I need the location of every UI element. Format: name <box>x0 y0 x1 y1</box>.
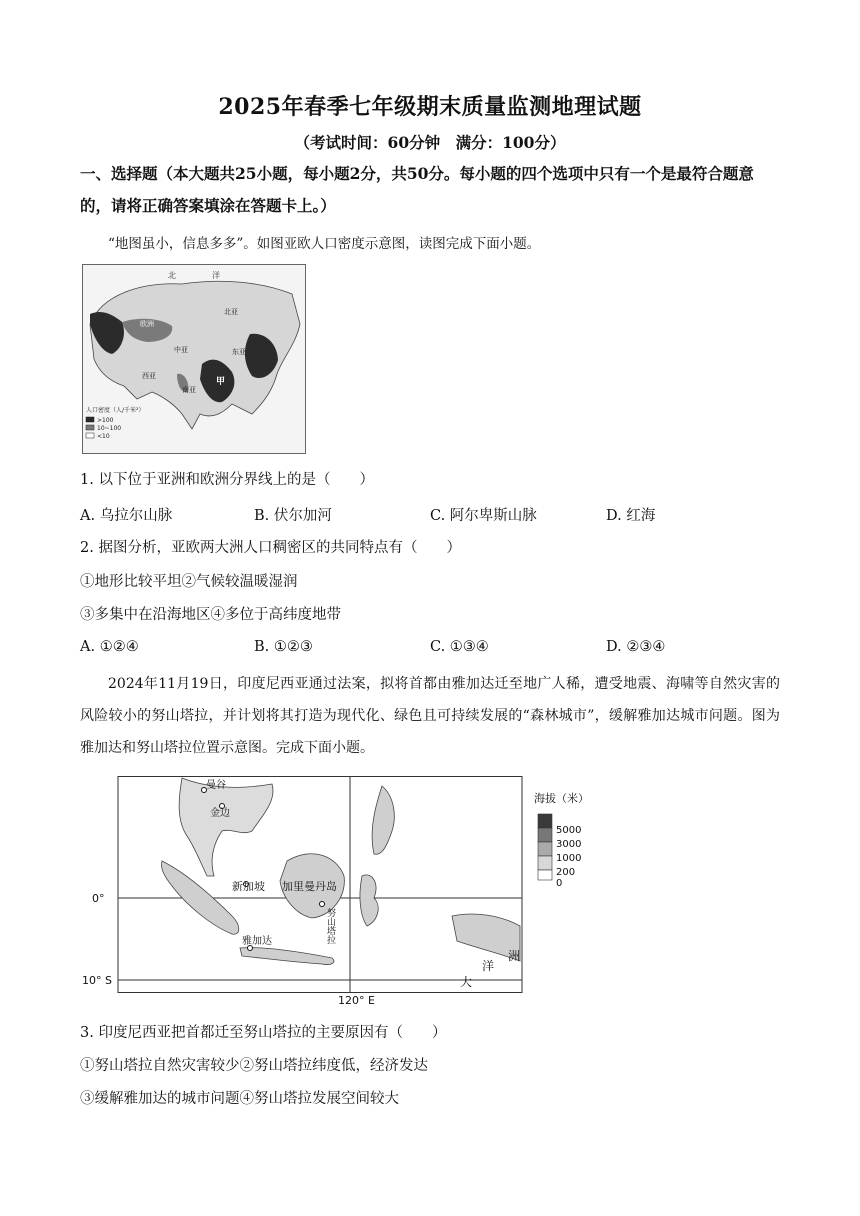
map2-lat0-label: 0° <box>92 892 105 905</box>
map2-legend-item: 3000 <box>556 839 582 850</box>
q3-statement-2: ③缓解雅加达的城市问题④努山塔拉发展空间较大 <box>80 1091 399 1107</box>
map2-singapore-label: 新加坡 <box>232 880 265 893</box>
map1-legend-item: >100 <box>97 417 114 424</box>
map1-central-asia-label: 中亚 <box>174 346 188 354</box>
q3-stem: 3. 印度尼西亚把首都迁至努山塔拉的主要原因有（ ） <box>80 1025 447 1041</box>
map1-north-label: 北 <box>168 271 176 280</box>
map2-nusantara-label: 努山塔拉 <box>325 908 335 944</box>
intro-1: “地图虽小，信息多多”。如图亚欧人口密度示意图，读图完成下面小题。 <box>108 236 541 252</box>
q2-stem: 2. 据图分析，亚欧两大洲人口稠密区的共同特点有（ ） <box>80 540 461 556</box>
map2-legend-item: 5000 <box>556 825 582 836</box>
map2-legend-item: 1000 <box>556 853 582 864</box>
exam-subtitle: （考试时间：60分钟 满分：100分） <box>294 133 566 152</box>
map1-west-asia-label: 西亚 <box>142 372 156 380</box>
map1-north-asia-label: 北亚 <box>224 308 238 316</box>
map1-east-asia-label: 东亚 <box>232 348 246 356</box>
q2-option-a[interactable]: A. ①②④ <box>80 639 139 655</box>
q2-statement-2: ③多集中在沿海地区④多位于高纬度地带 <box>80 607 341 623</box>
q2-option-c[interactable]: C. ①③④ <box>430 639 489 655</box>
q3-statement-1: ①努山塔拉自然灾害较少②努山塔拉纬度低，经济发达 <box>80 1058 428 1074</box>
map2-legend-title: 海拔（米） <box>534 792 589 805</box>
q2-statement-1: ①地形比较平坦②气候较温暖湿润 <box>80 574 298 590</box>
map2-kalimantan-label: 加里曼丹岛 <box>282 880 337 893</box>
map2-lon120-label: 120° E <box>338 994 375 1007</box>
q1-option-c[interactable]: C. 阿尔卑斯山脉 <box>430 508 537 524</box>
section-heading: 一、选择题（本大题共25小题，每小题2分，共50分。每小题的四个选项中只有一个是最符合题意的，请将正确答案填涂在答题卡上。） <box>80 164 754 215</box>
q1-option-b[interactable]: B. 伏尔加河 <box>254 508 332 524</box>
map1-legend-title: 人口密度（人/千米²） <box>86 407 145 414</box>
map2-lat10-label: 10° S <box>82 974 112 987</box>
map2-phnom-penh-label: 金边 <box>210 808 230 819</box>
map1-europe-label: 欧洲 <box>140 320 154 328</box>
intro-2: 2024年11月19日，印度尼西亚通过法案，拟将首都由雅加达迁至地广人稀，遭受地震、海啸等自然灾害的风险较小的努山塔拉，并计划将其打造为现代化、绿色且可持续发展的“森林城市”，缓解雅加达城市问题。图为雅加达和努山塔拉位置示意图。完成下面小题。 <box>80 676 780 756</box>
exam-title: 2025年春季七年级期末质量监测地理试题 <box>218 94 642 120</box>
map2-ocean-label: 洋 <box>482 959 495 973</box>
map2-legend-item: 0 <box>556 878 563 889</box>
map1-south-asia-label: 南亚 <box>182 386 196 394</box>
q1-stem: 1. 以下位于亚洲和欧洲分界线上的是（ ） <box>80 472 374 488</box>
q2-option-d[interactable]: D. ②③④ <box>606 639 666 655</box>
map2-jakarta-label: 雅加达 <box>242 936 272 947</box>
map1-legend-item: <10 <box>97 433 110 440</box>
map1-ocean-label: 洋 <box>212 271 220 280</box>
q1-option-d[interactable]: D. 红海 <box>606 508 656 524</box>
map1-legend-item: 10~100 <box>97 425 122 432</box>
indonesia-location-map <box>82 776 642 1008</box>
q2-option-b[interactable]: B. ①②③ <box>254 639 313 655</box>
eurasia-population-map <box>82 264 306 454</box>
map2-legend-item: 200 <box>556 867 576 878</box>
map2-ocean-label: 洲 <box>508 949 521 963</box>
map2-ocean-label: 大 <box>460 975 473 989</box>
map2-bangkok-label: 曼谷 <box>206 780 226 791</box>
q1-option-a[interactable]: A. 乌拉尔山脉 <box>80 508 173 524</box>
map1-jia-label: 甲 <box>216 377 226 387</box>
